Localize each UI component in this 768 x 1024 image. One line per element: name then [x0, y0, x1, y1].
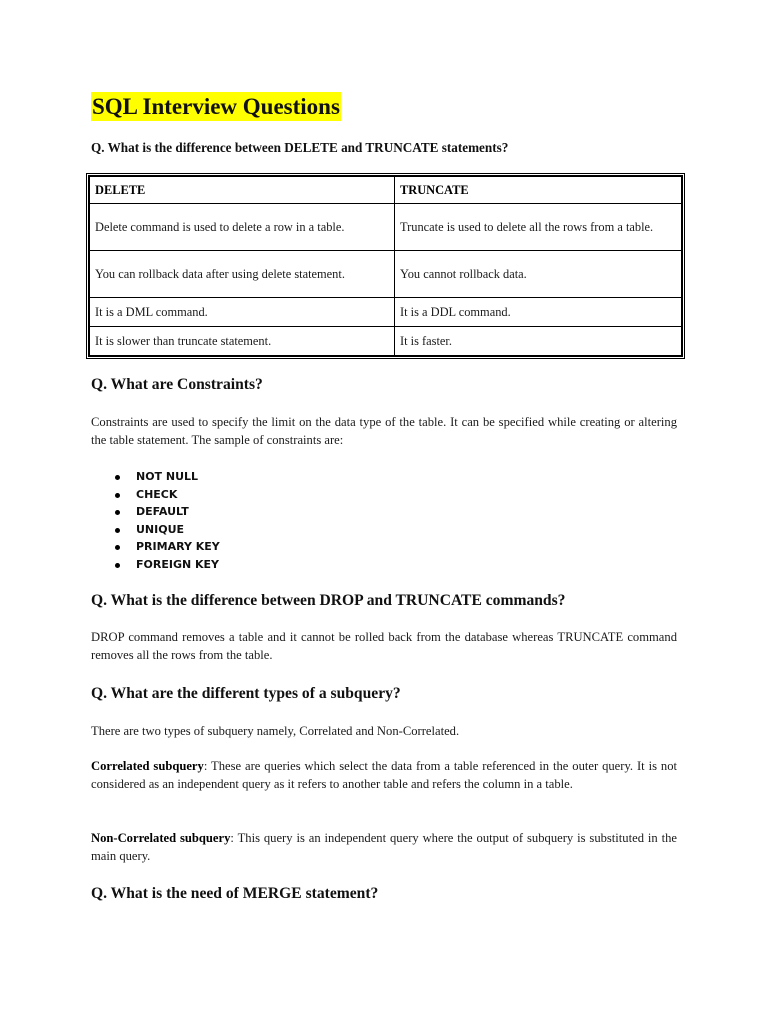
- comparison-table: [86, 173, 685, 359]
- bullet-icon: [115, 475, 120, 480]
- question-drop-vs-truncate: Q. What is the difference between DROP and TRUNCATE commands?: [91, 592, 566, 609]
- question-merge: Q. What is the need of MERGE statement?: [91, 885, 379, 902]
- table-header-cell: TRUNCATE: [395, 177, 682, 204]
- table-row: [90, 298, 682, 327]
- table-cell: Delete command is used to delete a row in a table.: [90, 204, 395, 251]
- table-cell: It is faster.: [395, 327, 682, 356]
- table-cell: Truncate is used to delete all the rows from a table.: [395, 204, 682, 251]
- list-item: FOREIGN KEY: [91, 556, 220, 574]
- table-cell: It is a DDL command.: [395, 298, 682, 327]
- question-constraints: Q. What are Constraints?: [91, 376, 263, 393]
- correlated-paragraph: [91, 757, 677, 793]
- subquery-paragraph: There are two types of subquery namely, Correlated and Non-Correlated.: [91, 724, 460, 738]
- bullet-icon: [115, 493, 120, 498]
- table-header-row: [90, 177, 682, 204]
- constraints-list: [91, 468, 220, 573]
- bullet-icon: [115, 528, 120, 533]
- list-item: CHECK: [91, 486, 220, 504]
- table-header-cell: DELETE: [90, 177, 395, 204]
- list-item: UNIQUE: [91, 521, 220, 539]
- list-item: NOT NULL: [91, 468, 220, 486]
- noncorrelated-text: : This query is an independent query where the output of subquery is substituted in the main query.: [91, 831, 677, 863]
- bullet-icon: [115, 545, 120, 550]
- list-item: PRIMARY KEY: [91, 538, 220, 556]
- bullet-icon: [115, 510, 120, 515]
- table-cell: You cannot rollback data.: [395, 251, 682, 298]
- noncorrelated-paragraph: [91, 829, 677, 865]
- drop-paragraph: DROP command removes a table and it cannot be rolled back from the database whereas TRUNCATE command removes all the rows from the table.: [91, 630, 677, 662]
- table-row: [90, 327, 682, 356]
- question-subquery-types: Q. What are the different types of a subquery?: [91, 685, 401, 702]
- correlated-text: : These are queries which select the data from a table referenced in the outer query. It is not considered as an independent query as it refers to another table and refers the column in a table.: [91, 759, 677, 791]
- question-delete-vs-truncate: Q. What is the difference between DELETE and TRUNCATE statements?: [91, 140, 509, 155]
- list-item: DEFAULT: [91, 503, 220, 521]
- table-cell: It is slower than truncate statement.: [90, 327, 395, 356]
- table-cell: You can rollback data after using delete statement.: [90, 251, 395, 298]
- table-cell: It is a DML command.: [90, 298, 395, 327]
- noncorrelated-label: Non-Correlated subquery: [91, 831, 231, 845]
- correlated-label: Correlated subquery: [91, 759, 204, 773]
- table-row: [90, 204, 682, 251]
- table-row: [90, 251, 682, 298]
- page-title: SQL Interview Questions: [92, 94, 340, 119]
- bullet-icon: [115, 563, 120, 568]
- constraints-paragraph: Constraints are used to specify the limit on the data type of the table. It can be specified while creating or altering the table statement. The sample of constraints are:: [91, 415, 677, 447]
